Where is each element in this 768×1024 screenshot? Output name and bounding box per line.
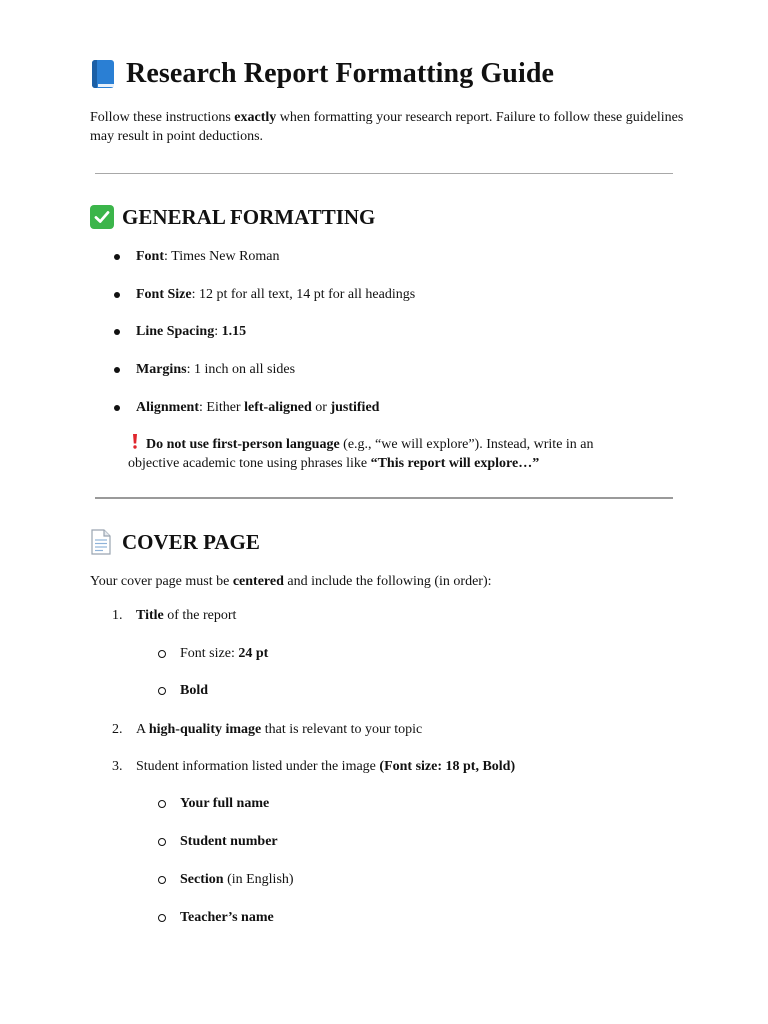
cover-intro: Your cover page must be centered and include the following (in order):	[90, 574, 492, 589]
page-icon	[90, 529, 114, 555]
blue-book-icon	[90, 59, 116, 89]
title-row	[90, 54, 554, 94]
divider	[95, 173, 673, 174]
section-heading-cover: COVER PAGE	[90, 528, 260, 556]
document-page: Research Report Formatting Guide Follow these instructions exactly when formatting your research report. Failure to follow these guidelines may result in point deductions. GENERAL FORMATTING Font: Times New Roman Font Size: 12 pt for all text, 14 pt for all headings Line Spacing: 1.15 Margins: 1 inch on all sides Alignment: Either left-aligned or justified Do not use first-person language (e.g., “we will explore”). Instead, write in an objective academic tone using phrases like “This report will explore…” COVER PAGE Your cover page must be centered and include the following (in order): 1. Title of the report Font size: 24 pt Bold 2. A high-quality image that is relevant to your topic 3. Student information listed under the image (Font size: 18 pt, Bold) Your full name Student number Section (in English) Teacher’s name	[0, 0, 768, 1024]
exclamation-icon	[132, 434, 138, 448]
check-mark-icon	[90, 205, 114, 229]
section-heading-general: GENERAL FORMATTING	[90, 203, 375, 231]
intro-paragraph: Follow these instructions exactly when formatting your research report. Failure to follow these guidelines may result in point deductions.	[90, 110, 684, 144]
divider	[95, 497, 673, 499]
warning-note: Do not use first-person language (e.g., “we will explore”). Instead, write in an objective academic tone using phrases like “This report will explore…”	[128, 433, 628, 473]
page-title: Research Report Formatting Guide	[126, 58, 555, 89]
